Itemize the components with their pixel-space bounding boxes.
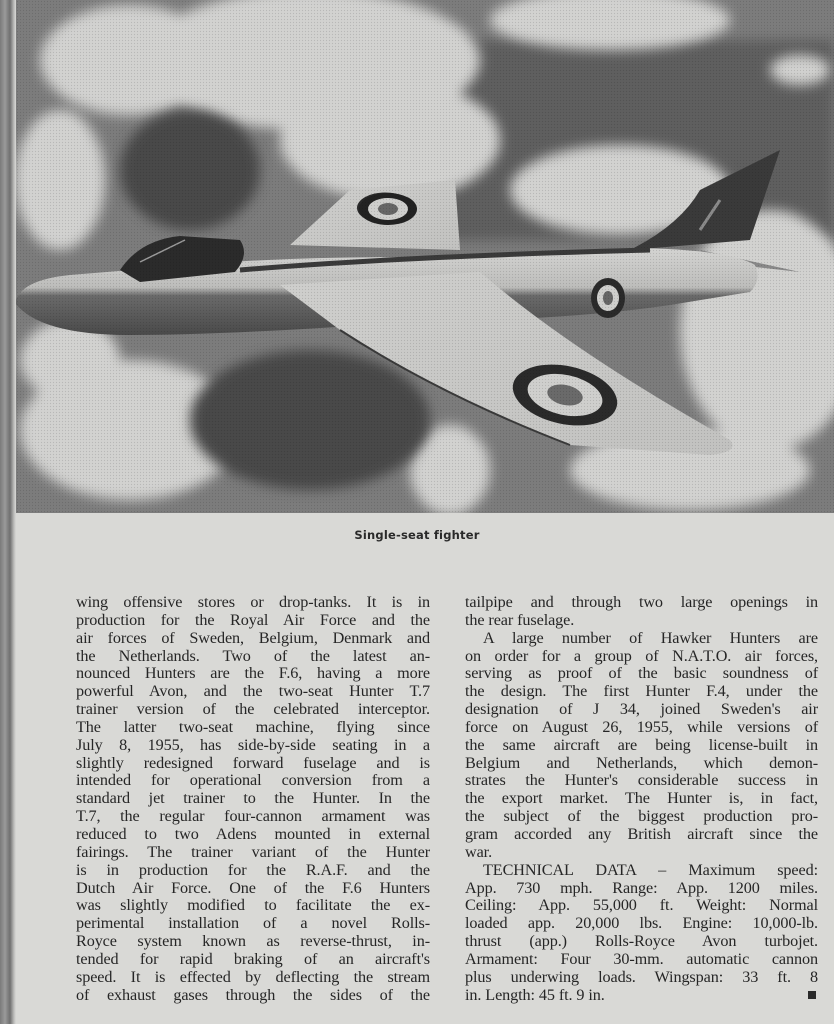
text-line: force on August 26, 1955, while versions of (465, 717, 818, 736)
text-line: gram accorded any British aircraft since the (465, 824, 818, 843)
text-line: is in production for the R.A.F. and the (76, 860, 430, 879)
text-line-content: in. Length: 45 ft. 9 in. (465, 985, 605, 1004)
article-column-right (465, 594, 818, 1004)
text-line: the Netherlands. Two of the latest an- (76, 646, 430, 665)
text-line: strates the Hunter's considerable success in (465, 771, 818, 790)
text-line: Ceiling: App. 55,000 ft. Weight: Normal (465, 896, 818, 915)
text-line: the export market. The Hunter is, in fact, (465, 789, 818, 808)
text-line: the subject of the biggest production pro- (465, 807, 818, 826)
text-line: wing offensive stores or drop-tanks. It is in (76, 593, 430, 611)
text-line: on order for a group of N.A.T.O. air forces, (465, 646, 818, 665)
text-line: July 8, 1955, has side-by-side seating in a (76, 735, 430, 754)
paragraph-start-line: A large number of Hawker Hunters are (483, 628, 818, 647)
text-line: slightly redesigned forward fuselage and is (76, 753, 430, 772)
text-line: the rear fuselage. (465, 610, 575, 629)
text-line: standard jet trainer to the Hunter. In the (76, 789, 430, 808)
hawker-hunter-illustration (10, 0, 834, 513)
text-line: designation of J 34, joined Sweden's air (465, 700, 818, 719)
text-line: reduced to two Adens mounted in external (76, 824, 430, 843)
text-line: App. 730 mph. Range: App. 1200 miles. (465, 878, 818, 897)
text-line: powerful Avon, and the two-seat Hunter T.7 (76, 682, 430, 701)
text-line: plus underwing loads. Wingspan: 33 ft. 8 (465, 967, 818, 986)
text-line: of exhaust gases through the sides of the (76, 985, 430, 1004)
page-binding-shadow (0, 0, 16, 1024)
text-line: was slightly modified to facilitate the ex- (76, 896, 430, 915)
text-line: fairings. The trainer variant of the Hunter (76, 842, 430, 861)
text-line: production for the Royal Air Force and the (76, 610, 430, 629)
text-line: the design. The first Hunter F.4, under the (465, 682, 818, 701)
text-line: tailpipe and through two large openings in (465, 593, 818, 611)
technical-data-heading-line: TECHNICAL DATA – Maximum speed: (483, 860, 818, 879)
text-line: thrust (app.) Rolls-Royce Avon turbojet. (465, 932, 818, 951)
text-line: serving as proof of the basic soundness of (465, 664, 818, 683)
end-of-article-square-icon (808, 991, 816, 999)
photo-caption: Single-seat fighter (354, 528, 480, 542)
text-line: air forces of Sweden, Belgium, Denmark and (76, 628, 430, 647)
text-line: war. (465, 842, 493, 861)
article-column-left (76, 594, 430, 1004)
text-line: The latter two-seat machine, flying since (76, 717, 430, 736)
text-line: intended for operational conversion from a (76, 771, 430, 790)
text-line: T.7, the regular four-cannon armament was (76, 807, 430, 826)
text-line: Belgium and Netherlands, which demon- (465, 753, 818, 772)
text-line: Royce system known as reverse-thrust, in- (76, 932, 430, 951)
text-line: the same aircraft are being license-built in (465, 735, 818, 754)
text-line: Armament: Four 30-mm. automatic cannon (465, 949, 818, 968)
aircraft-photo (10, 0, 834, 513)
text-line: nounced Hunters are the F.6, having a more (76, 664, 430, 683)
text-line: Dutch Air Force. One of the F.6 Hunters (76, 878, 430, 897)
text-line: loaded app. 20,000 lbs. Engine: 10,000-lb. (465, 914, 818, 933)
text-line: speed. It is effected by deflecting the stream (76, 967, 430, 986)
text-line: tended for rapid braking of an aircraft's (76, 949, 430, 968)
text-line (465, 987, 818, 1005)
text-line: trainer version of the celebrated interceptor. (76, 700, 430, 719)
text-line: perimental installation of a novel Rolls- (76, 914, 430, 933)
